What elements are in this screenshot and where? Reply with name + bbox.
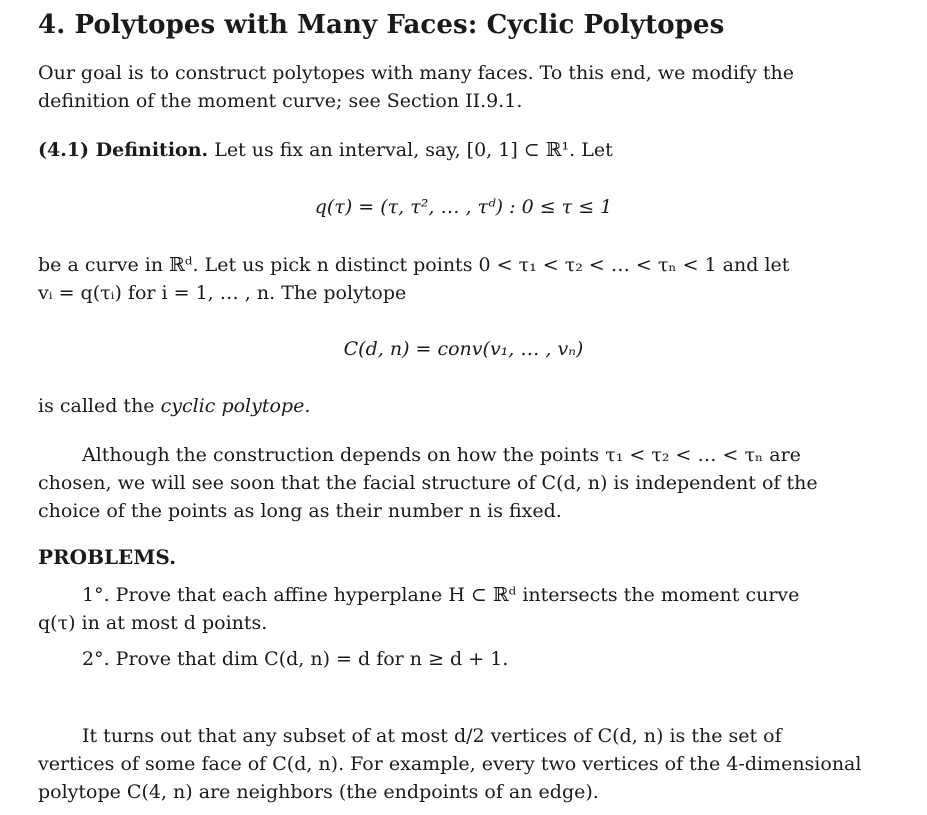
remark-paragraph (38, 441, 883, 525)
remark-line-1: Although the construction depends on how the points τ₁ < τ₂ < … < τₙ are (82, 444, 801, 466)
remark-line-2: chosen, we will see soon that the facial structure of C(d, n) is independent of the (38, 472, 818, 494)
definition-line-3: be a curve in ℝᵈ. Let us pick n distinct points 0 < τ₁ < τ₂ < … < τₙ < 1 and let (38, 254, 790, 276)
section-title: 4. Polytopes with Many Faces: Cyclic Polytopes (38, 10, 725, 40)
definition-label: (4.1) Definition. (38, 139, 209, 161)
definition-conclusion (38, 392, 883, 420)
closing-line-2: vertices of some face of C(d, n). For example, every two vertices of the 4-dimensional (38, 753, 862, 775)
definition-line-4: vᵢ = q(τᵢ) for i = 1, … , n. The polytope (38, 282, 407, 304)
called-prefix: is called the (38, 395, 161, 417)
cyclic-polytope-term: cyclic polytope. (160, 395, 311, 417)
problem-2 (38, 645, 883, 673)
problem-1-line-2: q(τ) in at most d points. (38, 612, 268, 634)
intro-line-1: Our goal is to construct polytopes with many faces. To this end, we modify the (38, 62, 794, 84)
intro-paragraph (38, 59, 883, 115)
moment-curve-formula: q(τ) = (τ, τ², … , τᵈ) : 0 ≤ τ ≤ 1 (314, 196, 613, 218)
polytope-formula: C(d, n) = conv(v₁, … , vₙ) (343, 338, 584, 360)
problem-1-line-1: 1°. Prove that each affine hyperplane H ⊂ ℝᵈ intersects the moment curve (82, 584, 800, 606)
definition-intro (38, 136, 883, 164)
closing-line-1: It turns out that any subset of at most d/2 vertices of C(d, n) is the set of (82, 725, 782, 747)
definition-body (38, 251, 883, 307)
definition-text: Let us fix an interval, say, [0, 1] ⊂ ℝ¹. Let (208, 139, 613, 161)
closing-line-3: polytope C(4, n) are neighbors (the endpoints of an edge). (38, 781, 599, 803)
problems-heading: PROBLEMS. (38, 545, 177, 569)
problem-1 (38, 581, 883, 637)
problem-2-line-1: 2°. Prove that dim C(d, n) = d for n ≥ d + 1. (82, 648, 509, 670)
closing-paragraph (38, 722, 883, 806)
remark-line-3: choice of the points as long as their number n is fixed. (38, 500, 562, 522)
intro-line-2: definition of the moment curve; see Section II.9.1. (38, 90, 523, 112)
